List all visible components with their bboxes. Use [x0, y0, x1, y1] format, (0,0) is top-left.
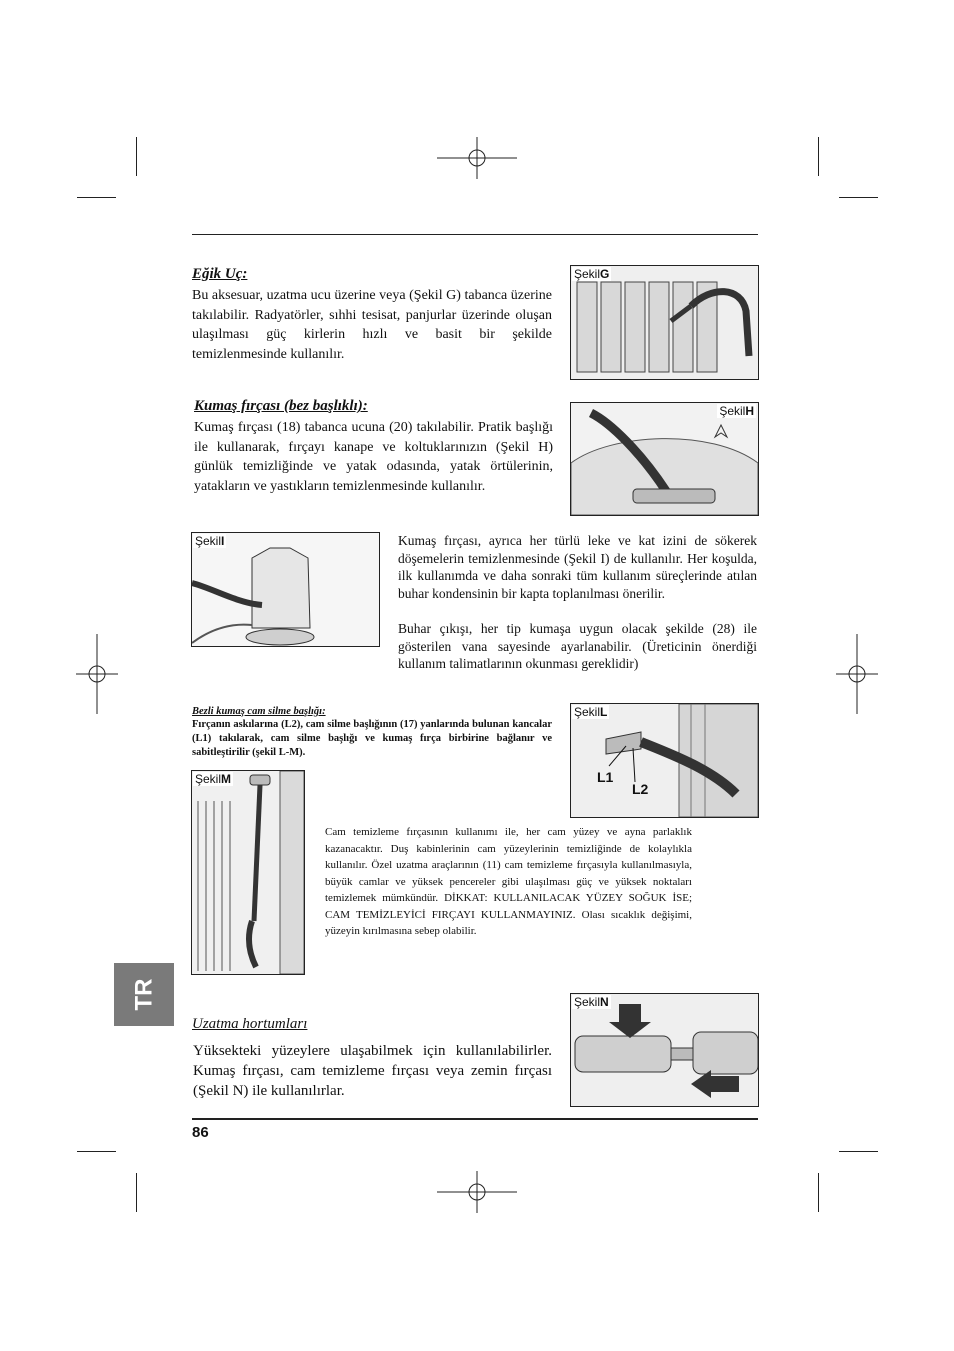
figure-h-label: ŞekilH [719, 404, 754, 418]
crop-mark [818, 1173, 819, 1212]
paragraph-egik-uc: Bu aksesuar, uzatma ucu üzerine veya (Şekil G) tabanca üzerine takılabilir. Radyatörler, sıhhi tesisat, panjurlar üzerinde oluşan ulaşılması güç kirlerin hızlı ve basit bir şekilde temizlenmesinde kullanılır. [192, 288, 552, 362]
figure-g [570, 265, 759, 380]
paragraph-kumas-fircasi: Kumaş fırçası (18) tabanca ucuna (20) takılabilir. Pratik başlığı ile kullanarak, fırçayı kanape ve koltuklarınızın (Şekil H) günlük temizliğinde ve yatak odasında, yatak örtülerinin, yatakların ve yastıkların temizlenmesinde kullanılır. [194, 420, 553, 494]
section-heading-cam-silme: Bezli kumaş cam silme başlığı: [192, 706, 326, 717]
page-number: 86 [192, 1124, 209, 1141]
footer-rule [192, 1118, 758, 1120]
section-heading-uzatma: Uzatma hortumları [192, 1016, 308, 1032]
paragraph-leke: Kumaş fırçası, ayrıca her türlü leke ve kat izini de sökerek döşemelerin temizlenmesinde (Şekil I) de kullanılır. Her koşulda, ilk kullanımda ve daha sonraki tüm kullanım süreçlerinde atılan buhar kondensinin bir kapta toplanılması önerilir. [398, 533, 757, 601]
registration-mark-top [437, 137, 517, 179]
section-heading-egik-uc: Eğik Uç: [192, 266, 248, 282]
registration-mark-left [76, 634, 118, 714]
figure-h-illustration [571, 403, 758, 515]
figure-n [570, 993, 759, 1107]
figure-g-illustration [571, 266, 758, 379]
figure-m-label: ŞekilM [195, 772, 232, 786]
figure-l-illustration [571, 704, 758, 817]
registration-mark-bottom [437, 1171, 517, 1213]
section-heading-kumas-fircasi: Kumaş fırçası (bez başlıklı): [194, 398, 368, 414]
paragraph-cam-silme: Fırçanın askılarına (L2), cam silme başlığının (17) yanlarında bulunan kancalar (L1) takılarak, cam silme başlığı ve kumaş fırça birbirine bağlanır ve sabitleştirilir (şekil L-M). [192, 719, 552, 758]
figure-l [570, 703, 759, 818]
crop-mark [818, 137, 819, 176]
callout-l2: L2 [632, 781, 649, 797]
registration-mark-right [836, 634, 878, 714]
figure-i-label: ŞekilI [195, 534, 225, 548]
crop-mark [839, 197, 878, 198]
figure-i-illustration [192, 533, 379, 646]
paragraph-buhar: Buhar çıkışı, her tip kumaşa uygun olacak şekilde (28) ile gösterilen vana sayesinde ayarlanabilir. (Üreticinin önerdiği kullanım talimatlarının okunması gereklidir) [398, 621, 757, 671]
header-rule [192, 234, 758, 235]
crop-mark [136, 137, 137, 176]
language-tab-label: TR [130, 978, 157, 1011]
language-tab [114, 963, 174, 1026]
figure-h [570, 402, 759, 516]
figure-i [191, 532, 380, 647]
paragraph-cam-temizleme: Cam temizleme fırçasının kullanımı ile, her cam yüzey ve ayna parlaklık kazanacaktır. Duş kabinlerinin cam yüzeylerinin temizliğinde de kolaylıkla kullanılır. Özel uzatma araçlarının (11) cam temizleme fırçasıyla kullanılmasıyla, büyük camlar ve yüksek pencereler gibi ulaşılması güç ve yüksek noktaları temizlemek mümkündür. DİKKAT: KULLANILACAK YÜZEY SOĞUK İSE; CAM TEMİZLEYİCİ FIRÇAYI KULLANMAYINIZ. Olası sıcaklık değişimi, yüzeyin kırılmasına sebep olabilir. [325, 826, 692, 937]
crop-mark [136, 1173, 137, 1212]
crop-mark [77, 197, 116, 198]
figure-g-label: ŞekilG [574, 267, 610, 281]
crop-mark [839, 1151, 878, 1152]
paragraph-uzatma: Yüksekteki yüzeylere ulaşabilmek için kullanılabilirler. Kumaş fırçası, cam temizleme fırçası veya zemin fırçası (Şekil N) ile kullanılırlar. [193, 1043, 552, 1099]
figure-l-label: ŞekilL [574, 705, 608, 719]
figure-n-label: ŞekilN [574, 995, 609, 1009]
figure-n-illustration [571, 994, 758, 1106]
callout-l1: L1 [597, 769, 614, 785]
figure-m-illustration [192, 771, 304, 974]
crop-mark [77, 1151, 116, 1152]
figure-m [191, 770, 305, 975]
